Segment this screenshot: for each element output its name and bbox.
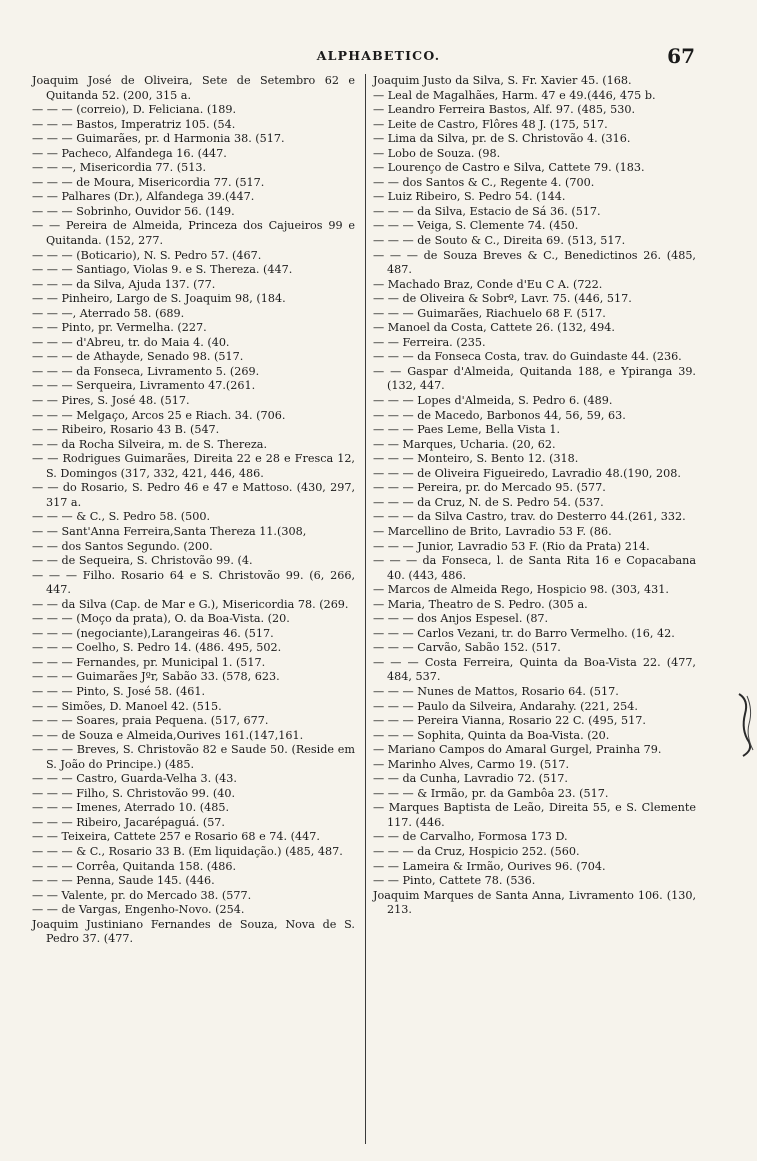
directory-entry: Joaquim Justiniano Fernandes de Souza, Nova de S. Pedro 37. (477. bbox=[32, 917, 355, 946]
directory-entry: — — — da Fonseca, l. de Santa Rita 16 e Copacabana 40. (443, 486. bbox=[373, 554, 696, 582]
directory-entry: — Maria, Theatro de S. Pedro. (305 a. bbox=[373, 597, 588, 611]
directory-entry: — Marques Baptista de Leão, Direita 55, e S. Clemente 117. (446. bbox=[373, 801, 696, 829]
directory-entry: — — — Junior, Lavradio 53 F. (Rio da Prata) 214. bbox=[373, 539, 650, 553]
directory-entry: — — — Filho. Rosario 64 e S. Christovão 99. (6, 266, 447. bbox=[32, 568, 355, 597]
directory-entry: Joaquim José de Oliveira, Sete de Setembro 62 e Quitanda 52. (200, 315 a. bbox=[32, 74, 355, 102]
directory-entry: — — — de Oliveira Figueiredo, Lavradio 48.(190, 208. bbox=[373, 466, 681, 480]
directory-entry: — — — Ribeiro, Jacarépaguá. (57. bbox=[32, 815, 225, 829]
directory-entry: — — — Filho, S. Christovão 99. (40. bbox=[32, 786, 236, 800]
directory-entry: — — do Rosario, S. Pedro 46 e 47 e Mattoso. (430, 297, 317 a. bbox=[32, 481, 355, 509]
directory-entry: — Machado Braz, Conde d'Eu C A. (722. bbox=[373, 277, 603, 291]
directory-entry: — — — Guimarães Jºr, Sabão 33. (578, 623. bbox=[32, 670, 280, 684]
directory-entry: — — Ferreira. (235. bbox=[373, 335, 486, 349]
directory-entry: — — — Sobrinho, Ouvidor 56. (149. bbox=[32, 204, 235, 218]
directory-entry: — — — Coelho, S. Pedro 14. (486. 495, 502. bbox=[32, 641, 282, 655]
running-title: ALPHABETICO. bbox=[316, 48, 441, 63]
directory-entry: — — Pinto, Cattete 78. (536. bbox=[373, 874, 536, 888]
directory-entry: — — — Serqueira, Livramento 47.(261. bbox=[32, 379, 256, 393]
directory-entry: — — —, Aterrado 58. (689. bbox=[32, 306, 185, 320]
directory-entry: — — — Lopes d'Almeida, S. Pedro 6. (489. bbox=[373, 394, 613, 408]
directory-entry: — — — da Silva, Estacio de Sá 36. (517. bbox=[373, 204, 601, 218]
directory-entry: — — da Cunha, Lavradio 72. (517. bbox=[373, 772, 568, 786]
directory-entry: — — — Bastos, Imperatriz 105. (54. bbox=[32, 117, 236, 131]
directory-entry: — Luiz Ribeiro, S. Pedro 54. (144. bbox=[373, 190, 566, 204]
directory-entry: — — — (correio), D. Feliciana. (189. bbox=[32, 103, 237, 117]
directory-entry: — — — Penna, Saude 145. (446. bbox=[32, 874, 215, 888]
directory-entry: — — — Paes Leme, Bella Vista 1. bbox=[373, 423, 561, 437]
directory-entry: — Lima da Silva, pr. de S. Christovão 4. (316. bbox=[373, 132, 631, 146]
directory-entry: — Leal de Magalhães, Harm. 47 e 49.(446, 475 b. bbox=[373, 88, 656, 102]
directory-entry: — — — & Irmão, pr. da Gambôa 23. (517. bbox=[373, 786, 609, 800]
directory-columns bbox=[32, 74, 696, 1149]
directory-entry: — — — Pereira Vianna, Rosario 22 C. (495, 517. bbox=[373, 714, 646, 728]
directory-entry: — — — Corrêa, Quitanda 158. (486. bbox=[32, 859, 237, 873]
directory-entry: — — — Paulo da Silveira, Andarahy. (221, 254. bbox=[373, 699, 638, 713]
directory-entry: — Marcellino de Brito, Lavradio 53 F. (86. bbox=[373, 524, 612, 538]
directory-entry: — — dos Santos Segundo. (200. bbox=[32, 539, 213, 553]
directory-entry: — — — Fernandes, pr. Municipal 1. (517. bbox=[32, 655, 266, 669]
directory-entry: — — — da Fonseca, Livramento 5. (269. bbox=[32, 364, 260, 378]
directory-entry: — — — (Moço da prata), O. da Boa-Vista. (20. bbox=[32, 612, 290, 626]
directory-entry: — — da Silva (Cap. de Mar e G.), Misericordia 78. (269. bbox=[32, 597, 349, 611]
directory-entry: — — de Carvalho, Formosa 173 D. bbox=[373, 830, 568, 844]
directory-entry: — Marinho Alves, Carmo 19. (517. bbox=[373, 757, 570, 771]
directory-entry: — — — de Moura, Misericordia 77. (517. bbox=[32, 175, 265, 189]
directory-entry: — — Rodrigues Guimarães, Direita 22 e 28 e Fresca 12, S. Domingos (317, 332, 421, 446, 486. bbox=[32, 452, 355, 480]
page-header bbox=[0, 44, 757, 68]
directory-entry: — — — & C., Rosario 33 B. (Em liquidação.) (485, 487. bbox=[32, 844, 343, 858]
directory-entry: — — Sant'Anna Ferreira,Santa Thereza 11.(308, bbox=[32, 524, 307, 538]
directory-entry: Joaquim Marques de Santa Anna, Livramento 106. (130, 213. bbox=[373, 888, 696, 917]
directory-entry: — — — de Athayde, Senado 98. (517. bbox=[32, 350, 244, 364]
directory-entry: Joaquim Justo da Silva, S. Fr. Xavier 45. (168. bbox=[373, 74, 632, 87]
directory-entry: — — — Guimarães, Riachuelo 68 F. (517. bbox=[373, 306, 606, 320]
directory-entry: — — — Nunes de Mattos, Rosario 64. (517. bbox=[373, 684, 619, 698]
directory-entry: — — — & C., S. Pedro 58. (500. bbox=[32, 510, 211, 524]
directory-entry: — — — Pereira, pr. do Mercado 95. (577. bbox=[373, 481, 606, 495]
directory-entry: — — Gaspar d'Almeida, Quitanda 188, e Ypiranga 39. (132, 447. bbox=[373, 364, 696, 393]
directory-entry: — — — Santiago, Violas 9. e S. Thereza. (447. bbox=[32, 263, 293, 277]
directory-entry: — — Pinto, pr. Vermelha. (227. bbox=[32, 321, 207, 335]
directory-entry: — Leite de Castro, Flôres 48 J. (175, 517. bbox=[373, 117, 608, 131]
directory-entry: — — — da Silva, Ajuda 137. (77. bbox=[32, 277, 216, 291]
directory-entry: — Lobo de Souza. (98. bbox=[373, 146, 501, 160]
directory-entry: — — — de Souto & C., Direita 69. (513, 517. bbox=[373, 234, 626, 248]
directory-entry: — — — d'Abreu, tr. do Maia 4. (40. bbox=[32, 335, 230, 349]
directory-entry: — — — Veiga, S. Clemente 74. (450. bbox=[373, 219, 579, 233]
directory-entry: — — — de Macedo, Barbonos 44, 56, 59, 63. bbox=[373, 408, 626, 422]
directory-entry: — — Marques, Ucharia. (20, 62. bbox=[373, 437, 556, 451]
directory-entry: — — — de Souza Breves & C., Benedictinos 26. (485, 487. bbox=[373, 248, 696, 277]
directory-entry: — — Pereira de Almeida, Princeza dos Cajueiros 99 e Quitanda. (152, 277. bbox=[32, 219, 355, 248]
directory-entry: — — Lameira & Irmão, Ourives 96. (704. bbox=[373, 859, 606, 873]
directory-entry: — — — da Cruz, Hospicio 252. (560. bbox=[373, 844, 580, 858]
directory-entry: — — — Costa Ferreira, Quinta da Boa-Vista 22. (477, 484, 537. bbox=[373, 655, 696, 684]
directory-entry: — — — Soares, praia Pequena. (517, 677. bbox=[32, 714, 269, 728]
directory-entry: — — Valente, pr. do Mercado 38. (577. bbox=[32, 888, 252, 902]
directory-entry: — — — (negociante),Larangeiras 46. (517. bbox=[32, 626, 274, 640]
directory-entry: — — Pinheiro, Largo de S. Joaquim 98, (184. bbox=[32, 292, 286, 306]
directory-entry: — — — Monteiro, S. Bento 12. (318. bbox=[373, 452, 579, 466]
directory-entry: — — — Sophita, Quinta da Boa-Vista. (20. bbox=[373, 728, 610, 742]
directory-entry: — — — da Fonseca Costa, trav. do Guindaste 44. (236. bbox=[373, 350, 682, 364]
directory-entry: — — — Imenes, Aterrado 10. (485. bbox=[32, 801, 229, 815]
page-number: 67 bbox=[667, 44, 695, 68]
directory-entry: — — — da Cruz, N. de S. Pedro 54. (537. bbox=[373, 495, 604, 509]
directory-entry: — — — Castro, Guarda-Velha 3. (43. bbox=[32, 772, 237, 786]
directory-entry: — Mariano Campos do Amaral Gurgel, Prainha 79. bbox=[373, 743, 662, 757]
directory-entry: — Marcos de Almeida Rego, Hospicio 98. (303, 431. bbox=[373, 583, 669, 597]
directory-entry: — Lourenço de Castro e Silva, Cattete 79. (183. bbox=[373, 161, 645, 175]
directory-entry: — — dos Santos & C., Regente 4. (700. bbox=[373, 175, 595, 189]
directory-entry: — — de Souza e Almeida,Ourives 161.(147,161. bbox=[32, 728, 304, 742]
directory-entry: — — Palhares (Dr.), Alfandega 39.(447. bbox=[32, 190, 255, 204]
directory-entry: — — Simões, D. Manoel 42. (515. bbox=[32, 699, 222, 713]
directory-entry: — — — Carvão, Sabão 152. (517. bbox=[373, 641, 561, 655]
directory-entry: — — — (Boticario), N. S. Pedro 57. (467. bbox=[32, 248, 262, 262]
directory-entry: — — — Pinto, S. José 58. (461. bbox=[32, 684, 206, 698]
directory-entry: — Manoel da Costa, Cattete 26. (132, 494. bbox=[373, 321, 615, 335]
directory-entry: — — — da Silva Castro, trav. do Desterro 44.(261, 332. bbox=[373, 510, 686, 524]
right-column bbox=[373, 74, 696, 918]
directory-entry: — — — Breves, S. Christovão 82 e Saude 50. (Reside em S. João do Principe.) (485. bbox=[32, 743, 355, 771]
directory-entry: — — —, Misericordia 77. (513. bbox=[32, 161, 207, 175]
directory-entry: — — de Oliveira & Sobrº, Lavr. 75. (446, 517. bbox=[373, 292, 632, 306]
directory-entry: — — da Rocha Silveira, m. de S. Thereza. bbox=[32, 437, 268, 451]
scan-edge-mark bbox=[735, 690, 757, 760]
directory-entry: — — — dos Anjos Espesel. (87. bbox=[373, 612, 549, 626]
directory-entry: — — de Vargas, Engenho-Novo. (254. bbox=[32, 903, 245, 917]
directory-entry: — — — Carlos Vezani, tr. do Barro Vermelho. (16, 42. bbox=[373, 626, 675, 640]
directory-entry: — — Pires, S. José 48. (517. bbox=[32, 394, 190, 408]
directory-entry: — — de Sequeira, S. Christovão 99. (4. bbox=[32, 554, 253, 568]
left-column bbox=[32, 74, 355, 947]
directory-entry: — — — Guimarães, pr. d Harmonia 38. (517. bbox=[32, 132, 285, 146]
column-divider bbox=[365, 74, 366, 1144]
directory-entry: — — Pacheco, Alfandega 16. (447. bbox=[32, 146, 227, 160]
directory-entry: — — Teixeira, Cattete 257 e Rosario 68 e 74. (447. bbox=[32, 830, 320, 844]
directory-entry: — — — Melgaço, Arcos 25 e Riach. 34. (706. bbox=[32, 408, 286, 422]
directory-entry: — Leandro Ferreira Bastos, Alf. 97. (485, 530. bbox=[373, 103, 636, 117]
directory-entry: — — Ribeiro, Rosario 43 B. (547. bbox=[32, 423, 220, 437]
